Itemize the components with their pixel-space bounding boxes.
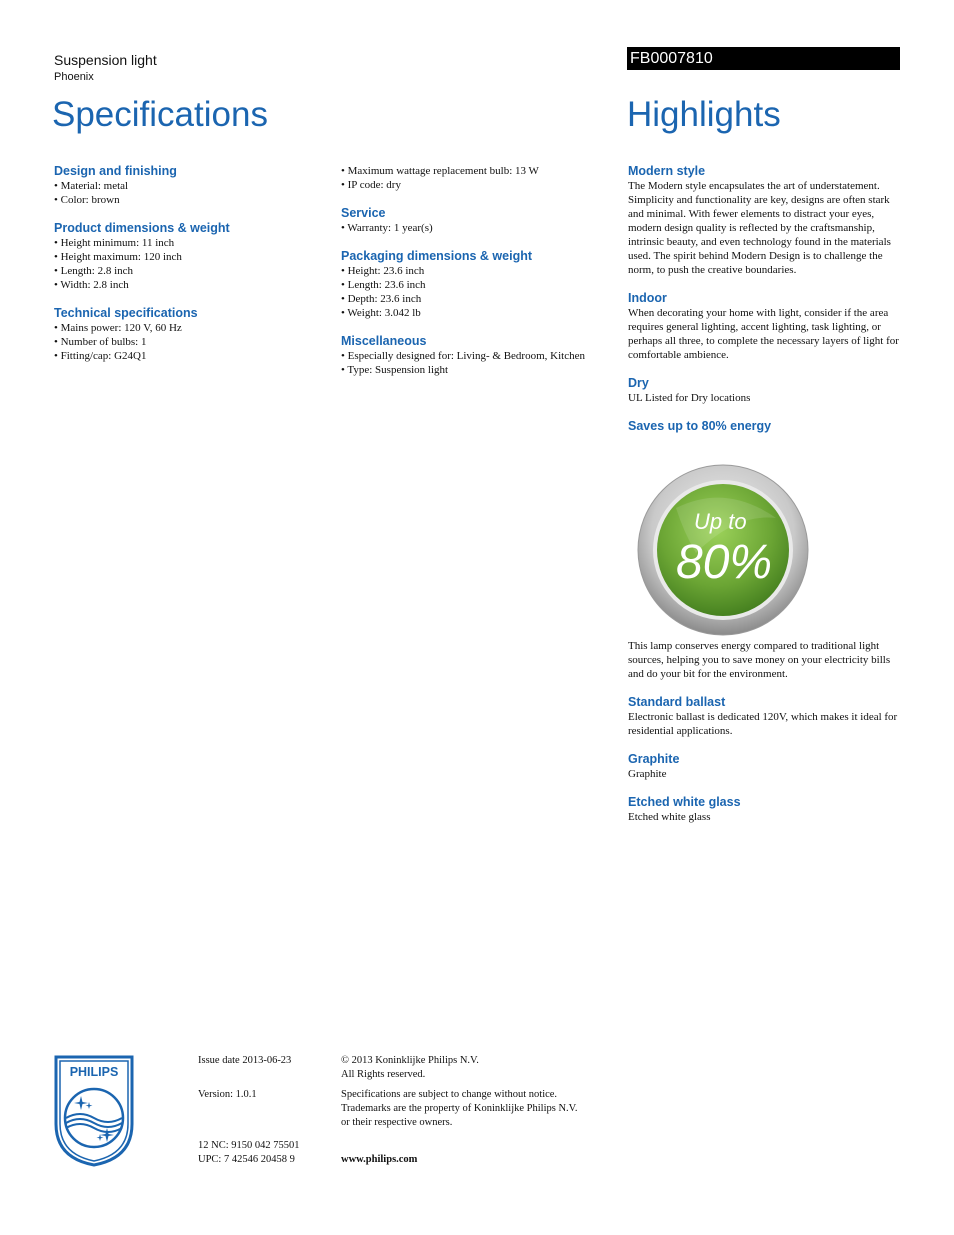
spec-item: • Color: brown: [54, 193, 329, 207]
spec-item: • Length: 2.8 inch: [54, 264, 329, 278]
spec-group-title: Product dimensions & weight: [54, 221, 230, 235]
spec-group-service: [341, 206, 616, 235]
spec-item: • Number of bulbs: 1: [54, 335, 329, 349]
energy-badge-icon: [636, 463, 810, 637]
highlight-graphite: [628, 752, 903, 781]
spec-item: • Especially designed for: Living- & Bedroom, Kitchen: [341, 349, 616, 363]
spec-item: • Width: 2.8 inch: [54, 278, 329, 292]
product-name: Phoenix: [54, 71, 94, 83]
spec-item: • Depth: 23.6 inch: [341, 292, 616, 306]
highlight-ballast: [628, 695, 903, 738]
highlight-dry: [628, 376, 903, 405]
spec-group-title: Service: [341, 206, 386, 220]
spec-group-continued: [341, 164, 616, 192]
highlight-title: Graphite: [628, 752, 680, 766]
notice-line-1: Specifications are subject to change without notice.: [341, 1089, 558, 1100]
spec-group-design: [54, 164, 329, 207]
highlight-text: This lamp conserves energy compared to traditional light sources, helping you to save money on your electricity bills and do your bit for the environment.: [628, 640, 891, 680]
highlight-title: Dry: [628, 376, 649, 390]
spec-group-product-dimensions: [54, 221, 329, 292]
spec-item: • Height: 23.6 inch: [341, 264, 616, 278]
spec-column-2: [341, 164, 616, 377]
highlight-text: When decorating your home with light, consider if the area requires general lighting, accent lighting, task lighting, or perhaps all three, to complete the necessary layers of light for comfortable ambience.: [628, 307, 899, 361]
spec-item: • Warranty: 1 year(s): [341, 221, 616, 235]
notice-line-3: or their respective owners.: [341, 1117, 453, 1128]
highlight-indoor: [628, 291, 903, 362]
highlight-modern-style: [628, 164, 903, 277]
upc-code: UPC: 7 42546 20458 9: [198, 1154, 295, 1165]
issue-date: Issue date 2013-06-23: [198, 1055, 292, 1066]
spec-item: • Mains power: 120 V, 60 Hz: [54, 321, 329, 335]
highlight-text: Etched white glass: [628, 811, 711, 823]
version: Version: 1.0.1: [198, 1089, 257, 1100]
philips-shield-logo-icon: [53, 1054, 135, 1168]
highlights-title: Highlights: [627, 95, 781, 134]
spec-group-technical: [54, 306, 329, 363]
copyright-line-2: All Rights reserved.: [341, 1069, 426, 1080]
spec-group-title: Packaging dimensions & weight: [341, 249, 533, 263]
logo-wordmark: PHILIPS: [69, 1065, 119, 1079]
notice-line-2: Trademarks are the property of Koninklijke Philips N.V.: [341, 1103, 578, 1114]
spec-column-1: [54, 164, 329, 363]
highlight-title: Modern style: [628, 164, 706, 178]
highlight-text: Electronic ballast is dedicated 120V, which makes it ideal for residential applications.: [628, 711, 898, 737]
copyright-line-1: © 2013 Koninklijke Philips N.V.: [341, 1055, 479, 1066]
highlight-title: Etched white glass: [628, 795, 741, 809]
highlight-text: The Modern style encapsulates the art of understatement. Simplicity and functionality are key, designs are often stark and minimal. With fewer elements to distract your eyes, modern design quality is reflected by the craftsmanship, intrinsic beauty, and even technology found in the materials used. The spirit behind Modern Design is to challenge the norm, to push the creative boundaries.: [628, 180, 891, 276]
badge-up-to-label: Up to: [694, 509, 747, 534]
highlight-text: Graphite: [628, 768, 667, 780]
nc-code: 12 NC: 9150 042 75501: [198, 1140, 300, 1151]
spec-item: • Weight: 3.042 lb: [341, 306, 616, 320]
spec-item: • Material: metal: [54, 179, 329, 193]
specifications-title: Specifications: [52, 95, 268, 134]
product-type: Suspension light: [54, 52, 157, 68]
spec-item: • Height maximum: 120 inch: [54, 250, 329, 264]
highlight-title: Saves up to 80% energy: [628, 419, 772, 433]
spec-group-title: Miscellaneous: [341, 334, 427, 348]
spec-item: • Maximum wattage replacement bulb: 13 W: [341, 164, 616, 178]
highlight-etched-glass: [628, 795, 903, 824]
highlight-title: Standard ballast: [628, 695, 726, 709]
product-code-bar: FB0007810: [627, 47, 900, 70]
spec-item: • Length: 23.6 inch: [341, 278, 616, 292]
spec-item: • IP code: dry: [341, 178, 616, 192]
highlight-text: UL Listed for Dry locations: [628, 392, 751, 404]
spec-item: • Fitting/cap: G24Q1: [54, 349, 329, 363]
spec-group-title: Technical specifications: [54, 306, 198, 320]
spec-item: • Height minimum: 11 inch: [54, 236, 329, 250]
highlight-title: Indoor: [628, 291, 667, 305]
spec-group-miscellaneous: [341, 334, 616, 377]
website-link[interactable]: www.philips.com: [341, 1154, 418, 1165]
badge-percent-label: 80%: [676, 536, 773, 589]
spec-group-packaging: [341, 249, 616, 320]
spec-group-title: Design and finishing: [54, 164, 177, 178]
spec-item: • Type: Suspension light: [341, 363, 616, 377]
